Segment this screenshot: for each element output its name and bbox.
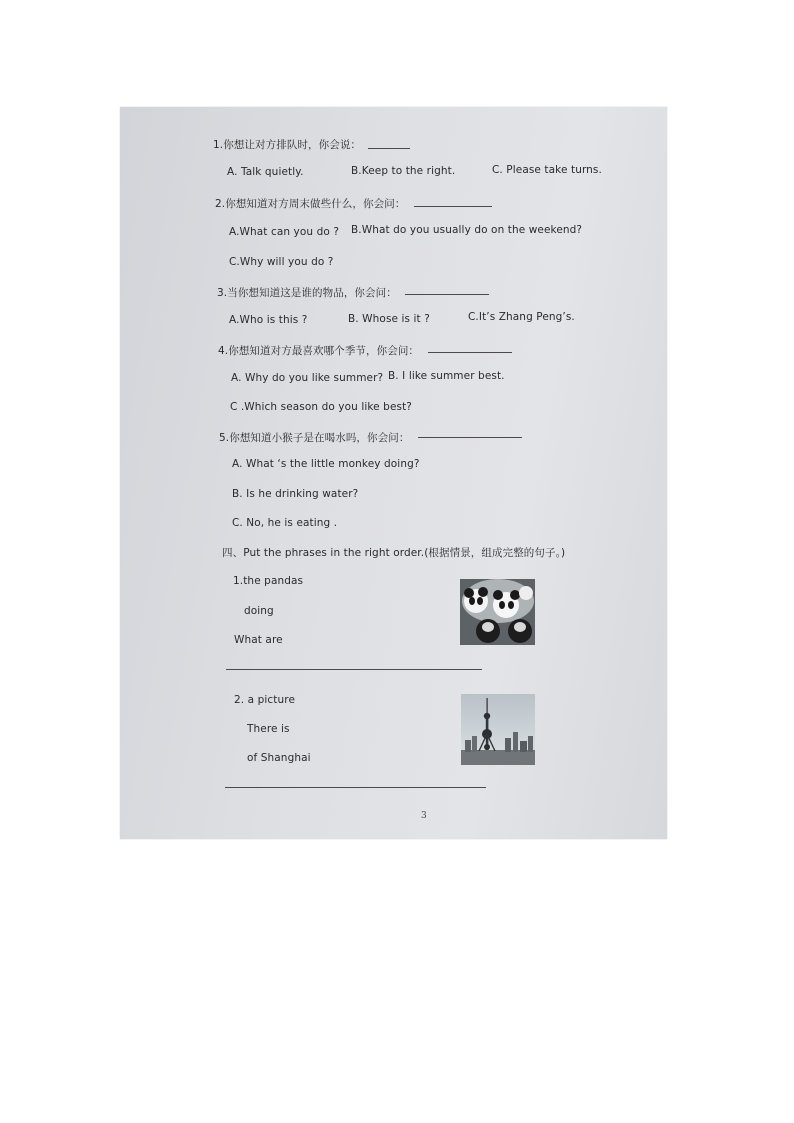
question-3-option-a: A.Who is this ? bbox=[229, 314, 308, 326]
answer-blank-1[interactable] bbox=[368, 148, 410, 149]
answer-blank-3[interactable] bbox=[405, 294, 489, 295]
question-3-option-c: C.It’s Zhang Peng’s. bbox=[468, 311, 575, 323]
worksheet-page bbox=[120, 107, 667, 839]
item-1-phrase-3: What are bbox=[234, 634, 283, 646]
page-number: 3 bbox=[421, 811, 427, 821]
question-4-option-c: C .Which season do you like best? bbox=[230, 401, 412, 413]
shanghai-skyline-photo bbox=[461, 694, 535, 765]
question-2-stem: 2.你想知道对方周末做些什么，你会问： bbox=[215, 198, 406, 210]
question-5-stem: 5.你想知道小猴子是在喝水吗，你会问： bbox=[219, 432, 410, 444]
question-4-stem: 4.你想知道对方最喜欢哪个季节，你会问： bbox=[218, 345, 420, 357]
answer-line-1[interactable] bbox=[226, 669, 482, 670]
section-4-heading: 四、Put the phrases in the right order.(根据情景，组成完整的句子。) bbox=[222, 547, 566, 559]
item-2-phrase-3: of Shanghai bbox=[247, 752, 311, 764]
pandas-photo bbox=[460, 579, 535, 645]
question-4-option-a: A. Why do you like summer? bbox=[231, 372, 384, 384]
question-5-option-b: B. Is he drinking water? bbox=[232, 488, 359, 500]
question-1-stem: 1.你想让对方排队时，你会说： bbox=[213, 139, 362, 151]
item-1-phrase-2: doing bbox=[244, 605, 274, 617]
question-2-option-c: C.Why will you do ? bbox=[229, 256, 334, 268]
question-4-option-b: B. I like summer best. bbox=[388, 370, 505, 382]
question-5-option-a: A. What ‘s the little monkey doing? bbox=[232, 458, 420, 470]
answer-line-2[interactable] bbox=[225, 787, 486, 788]
item-2-phrase-2: There is bbox=[247, 723, 290, 735]
question-1-option-b: B.Keep to the right. bbox=[351, 165, 456, 177]
question-5-option-c: C. No, he is eating . bbox=[232, 517, 338, 529]
question-1-option-c: C. Please take turns. bbox=[492, 164, 602, 176]
question-2-option-b: B.What do you usually do on the weekend? bbox=[351, 224, 583, 236]
item-1-phrase-1: 1.the pandas bbox=[233, 575, 304, 587]
question-1-option-a: A. Talk quietly. bbox=[227, 166, 304, 178]
answer-blank-5[interactable] bbox=[418, 437, 522, 438]
question-2-option-a: A.What can you do ? bbox=[229, 226, 339, 238]
answer-blank-4[interactable] bbox=[428, 352, 512, 353]
item-2-phrase-1: 2. a picture bbox=[234, 694, 296, 706]
answer-blank-2[interactable] bbox=[414, 206, 492, 207]
question-3-option-b: B. Whose is it ? bbox=[348, 313, 430, 325]
question-3-stem: 3.当你想知道这是谁的物品，你会问： bbox=[217, 287, 397, 299]
